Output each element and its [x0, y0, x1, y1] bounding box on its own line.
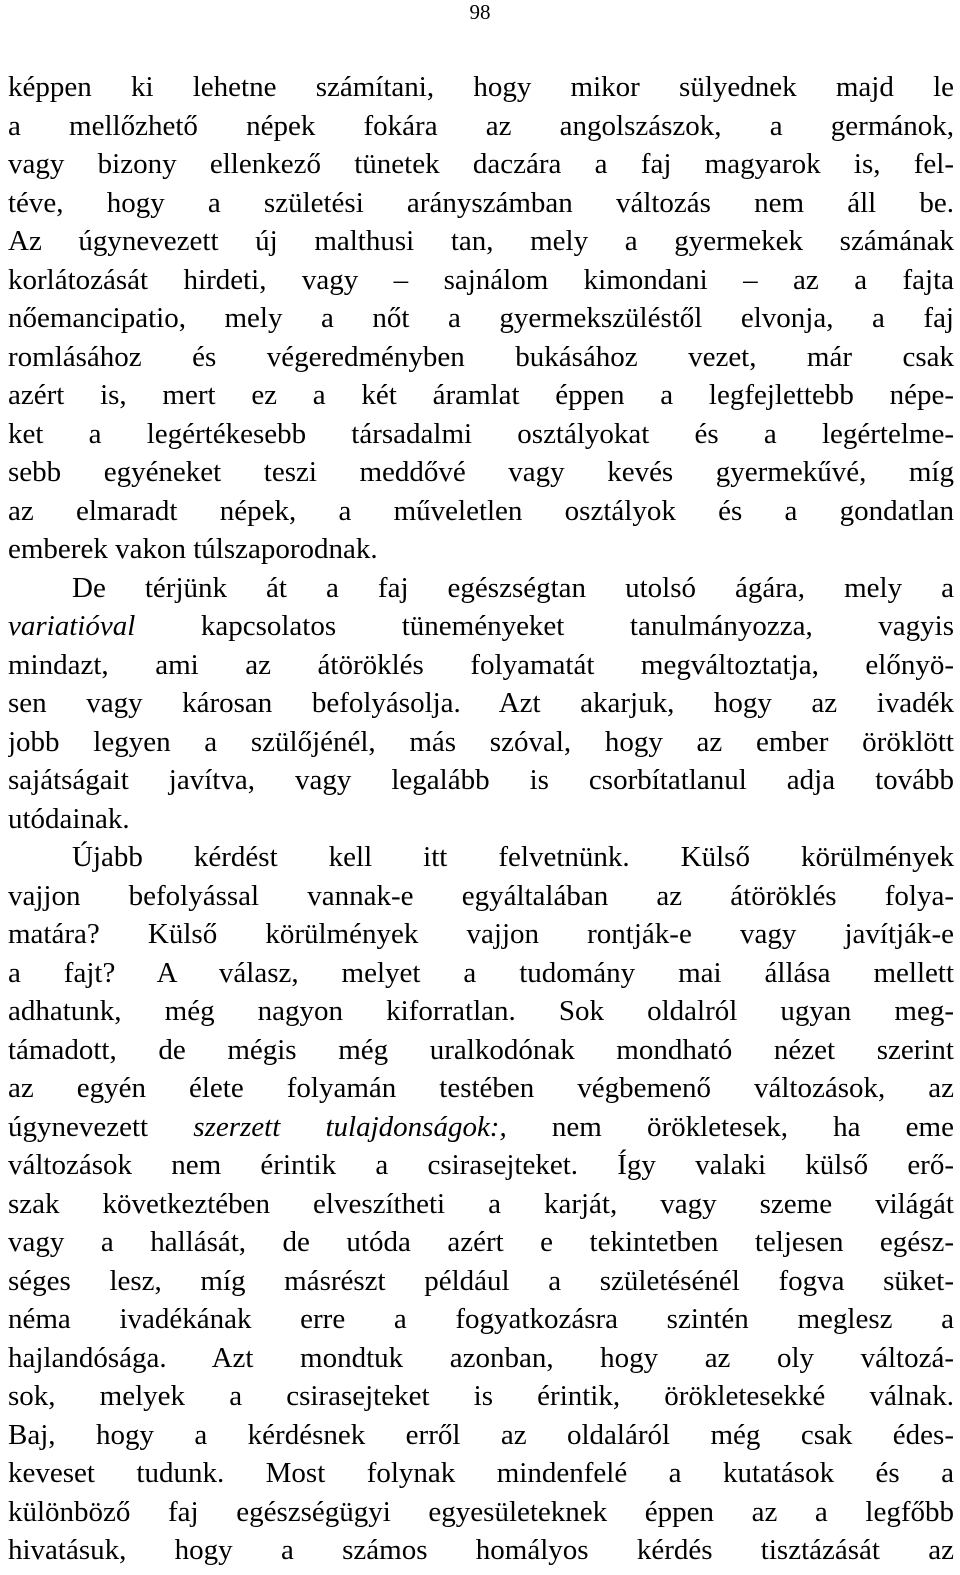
text-line: matára? Külső körülmények vajjon rontják-e vagy javítják-e	[8, 918, 954, 950]
text-line: Baj, hogy a kérdésnek erről az oldaláról még csak édes-	[8, 1418, 954, 1451]
text-line: sebb egyéneket teszi meddővé vagy kevés gyermekűvé, míg	[8, 456, 954, 488]
text-line: nőemancipatio, mely a nőt a gyermekszüléstől elvonja, a faj	[8, 302, 954, 334]
text-line: adhatunk, még nagyon kiforratlan. Sok oldalról ugyan meg-	[8, 995, 954, 1027]
text-line: sajátságait javítva, vagy legalább is csorbítatlanul adja tovább	[8, 764, 954, 796]
text-line: szak következtében elveszítheti a karját, vagy szeme világát	[8, 1187, 954, 1220]
italic-term: szerzett tulajdonságok:,	[193, 1110, 507, 1143]
text-line	[8, 1108, 954, 1147]
text-line	[8, 607, 954, 646]
text-line: vagy bizony ellenkező tünetek daczára a faj magyarok is, fel-	[8, 148, 954, 180]
italic-term: variatióval	[8, 610, 136, 642]
text-line: képpen ki lehetne számítani, hogy mikor sülyednek majd le	[8, 71, 954, 103]
text-line: az egyén élete folyamán testében végbemenő változások, az	[8, 1072, 954, 1104]
paragraph-first-line: Újabb kérdést kell itt felvetnünk. Külső körülmények	[72, 841, 954, 873]
text-line: romlásához és végeredményben bukásához vezet, már csak	[8, 340, 954, 373]
text-line: hivatásuk, hogy a számos homályos kérdés tisztázását az	[8, 1534, 954, 1566]
text-line: mindazt, ami az átöröklés folyamatát megváltoztatja, előnyö-	[8, 648, 954, 681]
text-line: emberek vakon túlszaporodnak.	[8, 533, 378, 565]
text-line: jobb legyen a szülőjénél, más szóval, hogy az ember öröklött	[8, 725, 954, 758]
text-line: ket a legértékesebb társadalmi osztályokat és a legértelme-	[8, 417, 954, 450]
body-text	[8, 68, 954, 1570]
text-line: támadott, de mégis még uralkodónak mondható nézet szerint	[8, 1033, 954, 1066]
text-line: korlátozását hirdeti, vagy – sajnálom kimondani – az a fajta	[8, 263, 954, 296]
text-line: vajjon befolyással vannak-e egyáltalában az átöröklés folya-	[8, 879, 954, 912]
text-line: keveset tudunk. Most folynak mindenfelé a kutatások és a	[8, 1457, 954, 1489]
text-line: a fajt? A válasz, melyet a tudomány mai állása mellett	[8, 956, 954, 989]
text-line: az elmaradt népek, a műveletlen osztályok és a gondatlan	[8, 494, 954, 527]
text-line: változások nem érintik a csirasejteket. Így valaki külső erő-	[8, 1149, 954, 1181]
text-run: úgynevezett	[8, 1110, 194, 1143]
text-run: nem örökletesek, ha eme	[506, 1110, 954, 1143]
text-line: hajlandósága. Azt mondtuk azonban, hogy az oly változá-	[8, 1341, 954, 1374]
text-line: a mellőzhető népek fokára az angolszászok, a germánok,	[8, 109, 954, 142]
text-line: sen vagy károsan befolyásolja. Azt akarjuk, hogy az ivadék	[8, 687, 954, 719]
text-line: séges lesz, míg másrészt például a születésénél fogva süket-	[8, 1264, 954, 1297]
page-number: 98	[469, 0, 491, 24]
text-line: sok, melyek a csirasejteket is érintik, örökletesekké válnak.	[8, 1380, 954, 1412]
paragraph-first-line: De térjünk át a faj egészségtan utolsó ágára, mely a	[72, 571, 954, 604]
text-line: különböző faj egészségügyi egyesületeknek éppen az a legfőbb	[8, 1495, 954, 1528]
text-line: utódainak.	[8, 802, 130, 835]
text-line: néma ivadékának erre a fogyatkozásra szintén meglesz a	[8, 1303, 954, 1335]
text-line: téve, hogy a születési arányszámban változás nem áll be.	[8, 186, 954, 219]
text-line: Az úgynevezett új malthusi tan, mely a gyermekek számának	[8, 225, 954, 257]
text-line: vagy a hallását, de utóda azért e tekintetben teljesen egész-	[8, 1226, 954, 1258]
text-run: kapcsolatos tüneményeket tanulmányozza, vagyis	[135, 610, 954, 642]
text-line: azért is, mert ez a két áramlat éppen a legfejlettebb népe-	[8, 379, 954, 411]
